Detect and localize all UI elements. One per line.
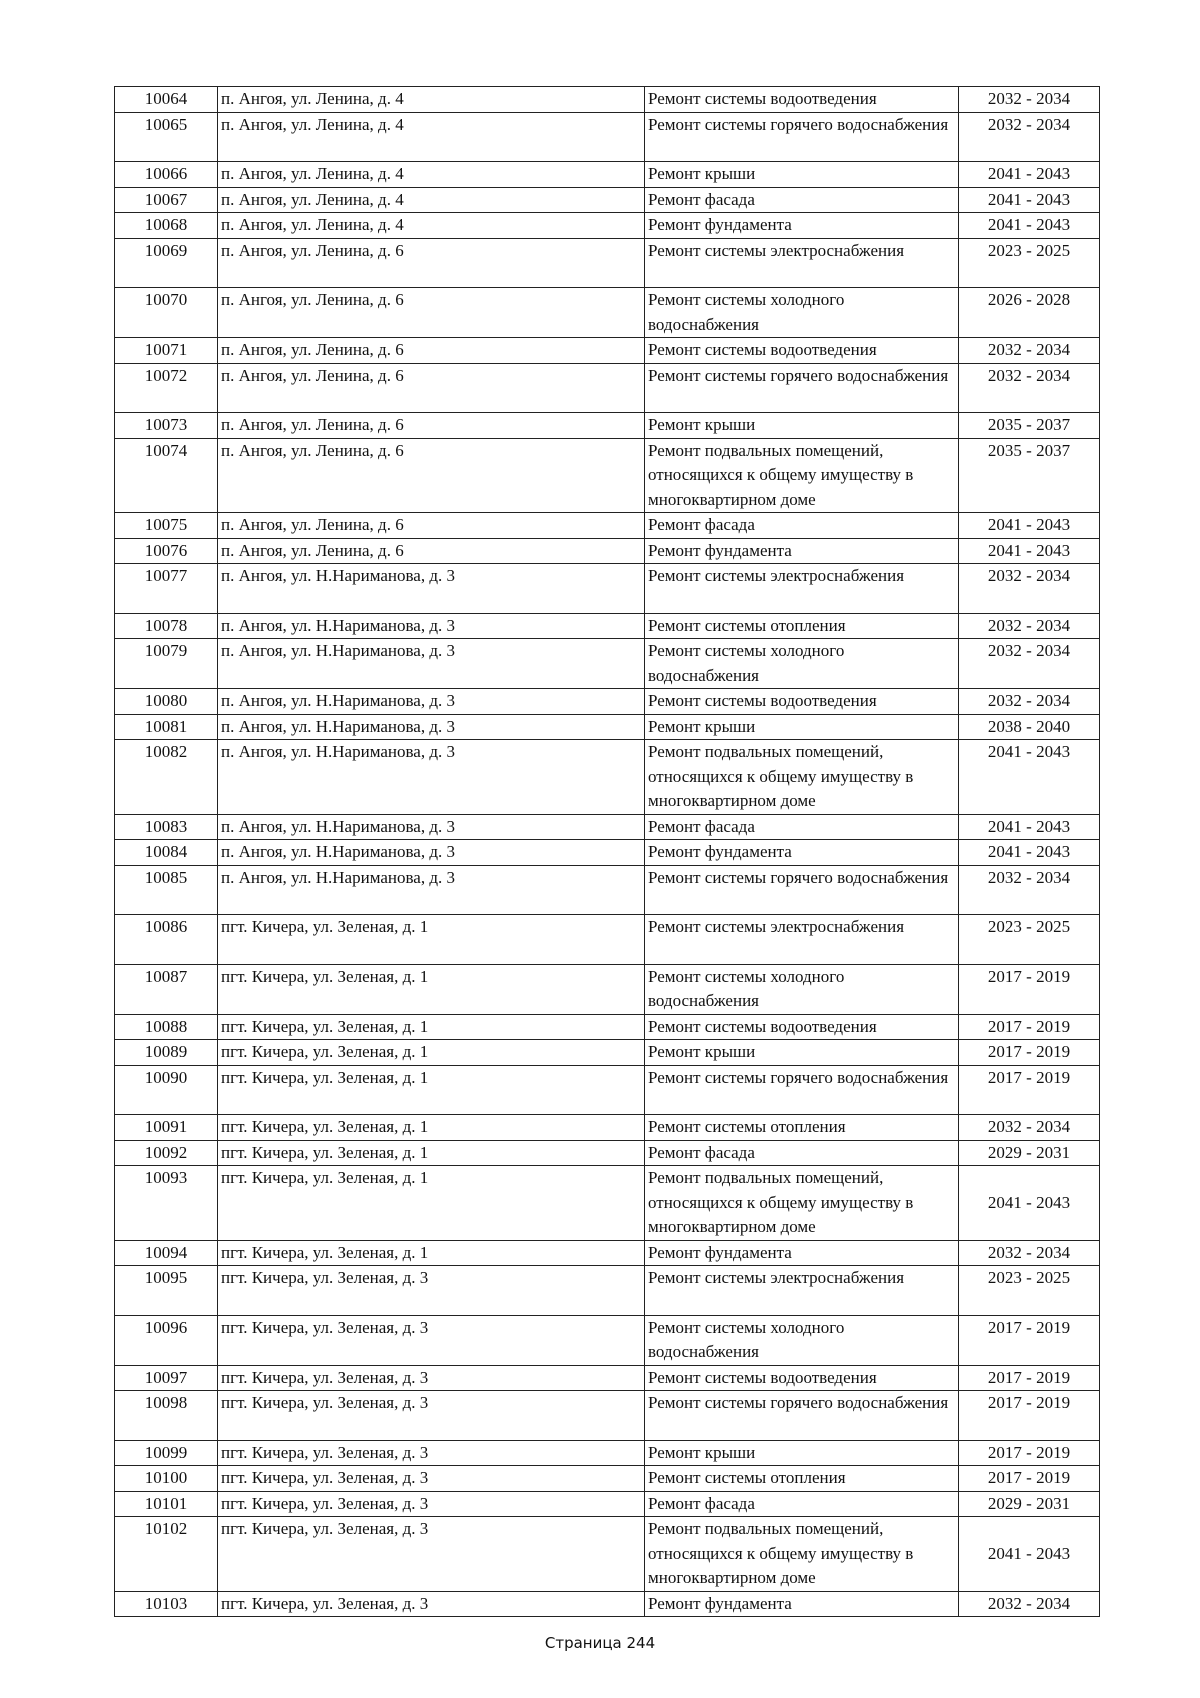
period-cell: 2032 - 2034 [959,112,1100,162]
address-cell: пгт. Кичера, ул. Зеленая, д. 1 [218,1166,645,1241]
table-row [115,363,1100,413]
row-number-cell: 10081 [115,714,218,740]
work-type-cell: Ремонт системы отопления [645,1115,959,1141]
work-type-cell: Ремонт фундамента [645,1591,959,1617]
table-row [115,1115,1100,1141]
address-cell: п. Ангоя, ул. Ленина, д. 6 [218,338,645,364]
table-row [115,814,1100,840]
table-row [115,1517,1100,1592]
row-number-cell: 10065 [115,112,218,162]
work-type-cell: Ремонт фундамента [645,1240,959,1266]
row-number-cell: 10096 [115,1315,218,1365]
table-row [115,112,1100,162]
period-cell: 2038 - 2040 [959,714,1100,740]
table-row [115,915,1100,965]
address-cell: п. Ангоя, ул. Ленина, д. 6 [218,538,645,564]
row-number-cell: 10091 [115,1115,218,1141]
table-row [115,1591,1100,1617]
period-cell: 2023 - 2025 [959,238,1100,288]
address-cell: п. Ангоя, ул. Н.Нариманова, д. 3 [218,689,645,715]
table-row [115,639,1100,689]
period-cell: 2032 - 2034 [959,689,1100,715]
work-type-cell: Ремонт системы горячего водоснабжения [645,363,959,413]
work-type-cell: Ремонт крыши [645,162,959,188]
table-row [115,288,1100,338]
work-type-cell: Ремонт крыши [645,413,959,439]
period-cell: 2032 - 2034 [959,639,1100,689]
period-cell: 2017 - 2019 [959,1014,1100,1040]
work-type-cell: Ремонт системы холодного водоснабжения [645,639,959,689]
period-cell: 2035 - 2037 [959,438,1100,513]
address-cell: пгт. Кичера, ул. Зеленая, д. 3 [218,1365,645,1391]
work-type-cell: Ремонт крыши [645,1040,959,1066]
row-number-cell: 10075 [115,513,218,539]
period-cell: 2032 - 2034 [959,338,1100,364]
work-type-cell: Ремонт фасада [645,187,959,213]
period-cell: 2023 - 2025 [959,1266,1100,1316]
table-row [115,513,1100,539]
work-type-cell: Ремонт системы электроснабжения [645,238,959,288]
row-number-cell: 10077 [115,564,218,614]
address-cell: п. Ангоя, ул. Ленина, д. 6 [218,288,645,338]
address-cell: пгт. Кичера, ул. Зеленая, д. 3 [218,1466,645,1492]
period-cell: 2029 - 2031 [959,1491,1100,1517]
row-number-cell: 10078 [115,613,218,639]
address-cell: п. Ангоя, ул. Ленина, д. 6 [218,363,645,413]
row-number-cell: 10084 [115,840,218,866]
work-type-cell: Ремонт системы горячего водоснабжения [645,1065,959,1115]
period-cell: 2041 - 2043 [959,1517,1100,1592]
table-row [115,1240,1100,1266]
address-cell: пгт. Кичера, ул. Зеленая, д. 3 [218,1440,645,1466]
address-cell: п. Ангоя, ул. Ленина, д. 4 [218,87,645,113]
row-number-cell: 10101 [115,1491,218,1517]
table-row [115,162,1100,188]
period-cell: 2017 - 2019 [959,1440,1100,1466]
address-cell: п. Ангоя, ул. Ленина, д. 4 [218,112,645,162]
table-row [115,740,1100,815]
period-cell: 2026 - 2028 [959,288,1100,338]
address-cell: п. Ангоя, ул. Ленина, д. 6 [218,238,645,288]
period-cell: 2041 - 2043 [959,840,1100,866]
table-row [115,338,1100,364]
table-row [115,613,1100,639]
table-row [115,238,1100,288]
work-type-cell: Ремонт фасада [645,1140,959,1166]
table-row [115,1014,1100,1040]
address-cell: пгт. Кичера, ул. Зеленая, д. 1 [218,1040,645,1066]
work-type-cell: Ремонт системы горячего водоснабжения [645,112,959,162]
page-number: Страница 244 [544,1634,656,1652]
row-number-cell: 10064 [115,87,218,113]
table-row [115,1365,1100,1391]
row-number-cell: 10073 [115,413,218,439]
work-type-cell: Ремонт системы отопления [645,613,959,639]
table-row [115,1315,1100,1365]
address-cell: пгт. Кичера, ул. Зеленая, д. 1 [218,1014,645,1040]
work-type-cell: Ремонт системы горячего водоснабжения [645,1391,959,1441]
work-type-cell: Ремонт системы холодного водоснабжения [645,964,959,1014]
period-cell: 2017 - 2019 [959,964,1100,1014]
row-number-cell: 10082 [115,740,218,815]
row-number-cell: 10076 [115,538,218,564]
work-type-cell: Ремонт фундамента [645,538,959,564]
table-row [115,1266,1100,1316]
work-type-cell: Ремонт фасада [645,814,959,840]
address-cell: п. Ангоя, ул. Н.Нариманова, д. 3 [218,865,645,915]
table-row [115,840,1100,866]
row-number-cell: 10100 [115,1466,218,1492]
work-type-cell: Ремонт системы горячего водоснабжения [645,865,959,915]
period-cell: 2029 - 2031 [959,1140,1100,1166]
address-cell: пгт. Кичера, ул. Зеленая, д. 3 [218,1491,645,1517]
work-type-cell: Ремонт системы холодного водоснабжения [645,288,959,338]
table-row [115,1166,1100,1241]
period-cell: 2041 - 2043 [959,814,1100,840]
period-cell: 2041 - 2043 [959,187,1100,213]
repair-schedule-table [114,86,1100,1617]
period-cell: 2032 - 2034 [959,1115,1100,1141]
period-cell: 2032 - 2034 [959,564,1100,614]
table-row [115,689,1100,715]
work-type-cell: Ремонт фасада [645,513,959,539]
table-row [115,87,1100,113]
work-type-cell: Ремонт системы отопления [645,1466,959,1492]
address-cell: пгт. Кичера, ул. Зеленая, д. 1 [218,915,645,965]
work-type-cell: Ремонт системы водоотведения [645,1014,959,1040]
work-type-cell: Ремонт подвальных помещений, относящихся к общему имуществу в многоквартирном доме [645,1166,959,1241]
period-cell: 2035 - 2037 [959,413,1100,439]
period-cell: 2017 - 2019 [959,1365,1100,1391]
table-row [115,1391,1100,1441]
work-type-cell: Ремонт фасада [645,1491,959,1517]
address-cell: п. Ангоя, ул. Н.Нариманова, д. 3 [218,814,645,840]
period-cell: 2032 - 2034 [959,865,1100,915]
table-row [115,413,1100,439]
work-type-cell: Ремонт системы водоотведения [645,87,959,113]
row-number-cell: 10097 [115,1365,218,1391]
table-row [115,714,1100,740]
address-cell: пгт. Кичера, ул. Зеленая, д. 1 [218,1240,645,1266]
work-type-cell: Ремонт системы электроснабжения [645,915,959,965]
row-number-cell: 10093 [115,1166,218,1241]
work-type-cell: Ремонт системы электроснабжения [645,1266,959,1316]
address-cell: п. Ангоя, ул. Н.Нариманова, д. 3 [218,714,645,740]
row-number-cell: 10083 [115,814,218,840]
row-number-cell: 10089 [115,1040,218,1066]
row-number-cell: 10103 [115,1591,218,1617]
address-cell: п. Ангоя, ул. Н.Нариманова, д. 3 [218,639,645,689]
period-cell: 2041 - 2043 [959,538,1100,564]
period-cell: 2041 - 2043 [959,213,1100,239]
row-number-cell: 10079 [115,639,218,689]
period-cell: 2032 - 2034 [959,363,1100,413]
work-type-cell: Ремонт крыши [645,1440,959,1466]
address-cell: п. Ангоя, ул. Ленина, д. 6 [218,413,645,439]
address-cell: пгт. Кичера, ул. Зеленая, д. 1 [218,964,645,1014]
row-number-cell: 10094 [115,1240,218,1266]
row-number-cell: 10072 [115,363,218,413]
row-number-cell: 10068 [115,213,218,239]
table-row [115,865,1100,915]
period-cell: 2032 - 2034 [959,613,1100,639]
row-number-cell: 10095 [115,1266,218,1316]
period-cell: 2023 - 2025 [959,915,1100,965]
work-type-cell: Ремонт системы холодного водоснабжения [645,1315,959,1365]
work-type-cell: Ремонт системы водоотведения [645,689,959,715]
period-cell: 2032 - 2034 [959,1591,1100,1617]
table-row [115,438,1100,513]
row-number-cell: 10087 [115,964,218,1014]
address-cell: пгт. Кичера, ул. Зеленая, д. 3 [218,1266,645,1316]
address-cell: п. Ангоя, ул. Н.Нариманова, д. 3 [218,740,645,815]
table-row [115,1065,1100,1115]
period-cell: 2041 - 2043 [959,513,1100,539]
work-type-cell: Ремонт системы электроснабжения [645,564,959,614]
table-row [115,564,1100,614]
address-cell: пгт. Кичера, ул. Зеленая, д. 3 [218,1391,645,1441]
address-cell: пгт. Кичера, ул. Зеленая, д. 3 [218,1315,645,1365]
address-cell: п. Ангоя, ул. Ленина, д. 6 [218,438,645,513]
row-number-cell: 10098 [115,1391,218,1441]
period-cell: 2041 - 2043 [959,1166,1100,1241]
work-type-cell: Ремонт фундамента [645,213,959,239]
work-type-cell: Ремонт системы водоотведения [645,338,959,364]
address-cell: п. Ангоя, ул. Ленина, д. 4 [218,187,645,213]
period-cell: 2017 - 2019 [959,1065,1100,1115]
work-type-cell: Ремонт фундамента [645,840,959,866]
table-row [115,213,1100,239]
period-cell: 2017 - 2019 [959,1391,1100,1441]
work-type-cell: Ремонт подвальных помещений, относящихся к общему имуществу в многоквартирном доме [645,740,959,815]
table-row [115,1466,1100,1492]
table-body [115,87,1100,1617]
address-cell: п. Ангоя, ул. Н.Нариманова, д. 3 [218,613,645,639]
table-row [115,187,1100,213]
work-type-cell: Ремонт системы водоотведения [645,1365,959,1391]
address-cell: п. Ангоя, ул. Ленина, д. 4 [218,162,645,188]
work-type-cell: Ремонт подвальных помещений, относящихся к общему имуществу в многоквартирном доме [645,438,959,513]
address-cell: пгт. Кичера, ул. Зеленая, д. 1 [218,1065,645,1115]
row-number-cell: 10070 [115,288,218,338]
period-cell: 2032 - 2034 [959,1240,1100,1266]
row-number-cell: 10080 [115,689,218,715]
row-number-cell: 10067 [115,187,218,213]
table-row [115,1491,1100,1517]
row-number-cell: 10090 [115,1065,218,1115]
address-cell: пгт. Кичера, ул. Зеленая, д. 1 [218,1140,645,1166]
row-number-cell: 10099 [115,1440,218,1466]
row-number-cell: 10069 [115,238,218,288]
address-cell: п. Ангоя, ул. Ленина, д. 6 [218,513,645,539]
table-row [115,1040,1100,1066]
period-cell: 2041 - 2043 [959,162,1100,188]
address-cell: п. Ангоя, ул. Н.Нариманова, д. 3 [218,840,645,866]
address-cell: п. Ангоя, ул. Н.Нариманова, д. 3 [218,564,645,614]
address-cell: пгт. Кичера, ул. Зеленая, д. 3 [218,1517,645,1592]
row-number-cell: 10074 [115,438,218,513]
row-number-cell: 10102 [115,1517,218,1592]
period-cell: 2017 - 2019 [959,1466,1100,1492]
row-number-cell: 10085 [115,865,218,915]
work-type-cell: Ремонт подвальных помещений, относящихся к общему имуществу в многоквартирном доме [645,1517,959,1592]
address-cell: п. Ангоя, ул. Ленина, д. 4 [218,213,645,239]
table-row [115,538,1100,564]
row-number-cell: 10088 [115,1014,218,1040]
row-number-cell: 10066 [115,162,218,188]
work-type-cell: Ремонт крыши [645,714,959,740]
table-row [115,1440,1100,1466]
table-row [115,1140,1100,1166]
row-number-cell: 10092 [115,1140,218,1166]
address-cell: пгт. Кичера, ул. Зеленая, д. 3 [218,1591,645,1617]
row-number-cell: 10071 [115,338,218,364]
address-cell: пгт. Кичера, ул. Зеленая, д. 1 [218,1115,645,1141]
period-cell: 2017 - 2019 [959,1040,1100,1066]
period-cell: 2032 - 2034 [959,87,1100,113]
period-cell: 2017 - 2019 [959,1315,1100,1365]
period-cell: 2041 - 2043 [959,740,1100,815]
row-number-cell: 10086 [115,915,218,965]
table-row [115,964,1100,1014]
